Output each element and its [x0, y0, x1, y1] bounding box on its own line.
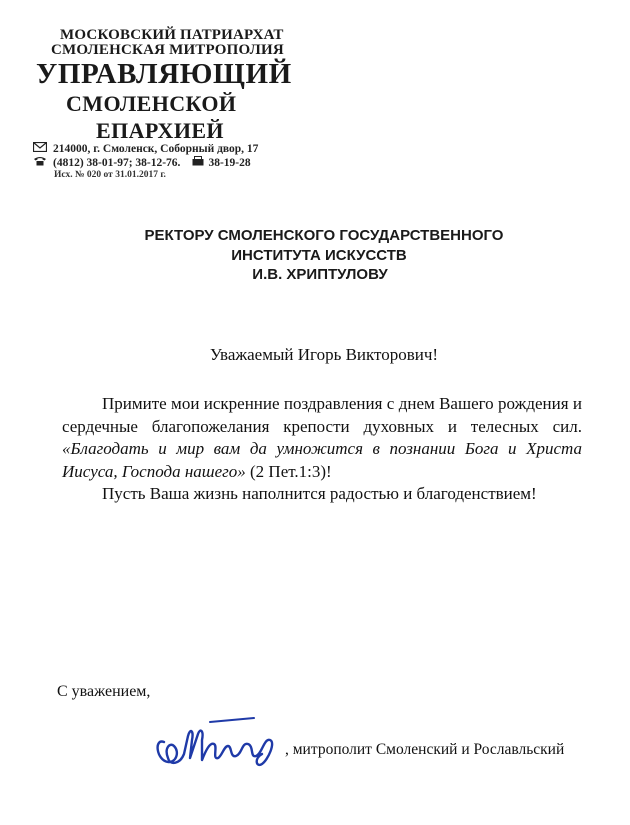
letterhead-patriarchate: МОСКОВСКИЙ ПАТРИАРХАТ [60, 27, 284, 43]
signatory-title: , митрополит Смоленский и Рославльский [285, 741, 565, 758]
handwritten-signature [150, 700, 290, 780]
letterhead-address [33, 142, 258, 155]
paragraph-wishes: Пусть Ваша жизнь наполнится радостью и благоденствием! [102, 484, 537, 503]
scripture-reference: (2 Пет.1:3)! [245, 461, 332, 481]
envelope-icon [33, 142, 47, 155]
telephone-icon [33, 156, 47, 169]
phone-numbers: (4812) 38-01-97; 38-12-76. [53, 156, 181, 169]
letterhead-title-line2: СМОЛЕНСКОЙ [66, 91, 237, 116]
addressee-block [0, 226, 630, 285]
letterhead-title-line3: ЕПАРХИЕЙ [96, 118, 224, 143]
letterhead-phones [33, 156, 251, 169]
closing: С уважением, [57, 683, 151, 700]
addressee-line3: И.В. ХРИПТУЛОВУ [252, 266, 388, 283]
scripture-quote: «Благодать и мир вам да умножится в познании Бога и Христа Иисуса, Господа нашего» [62, 439, 582, 481]
fax-number: 38-19-28 [208, 156, 251, 169]
letter-body [62, 393, 582, 506]
paragraph1-text: Примите мои искренние поздравления с днем Вашего рождения и сердечные благопожелания крепости духовных и телесных сил. [62, 394, 582, 436]
letterhead-metropolis: СМОЛЕНСКАЯ МИТРОПОЛИЯ [51, 42, 284, 58]
address-text: 214000, г. Смоленск, Соборный двор, 17 [53, 142, 259, 155]
letterhead-title-line1: УПРАВЛЯЮЩИЙ [36, 58, 292, 90]
fax-icon [192, 156, 204, 169]
paragraph-congratulations [62, 393, 582, 483]
addressee-line1: РЕКТОРУ СМОЛЕНСКОГО ГОСУДАРСТВЕННОГО [144, 227, 504, 244]
addressee-line2: ИНСТИТУТА ИСКУССТВ [231, 246, 407, 264]
outgoing-reference: Исх. № 020 от 31.01.2017 г. [54, 170, 166, 180]
salutation: Уважаемый Игорь Викторович! [209, 345, 439, 364]
